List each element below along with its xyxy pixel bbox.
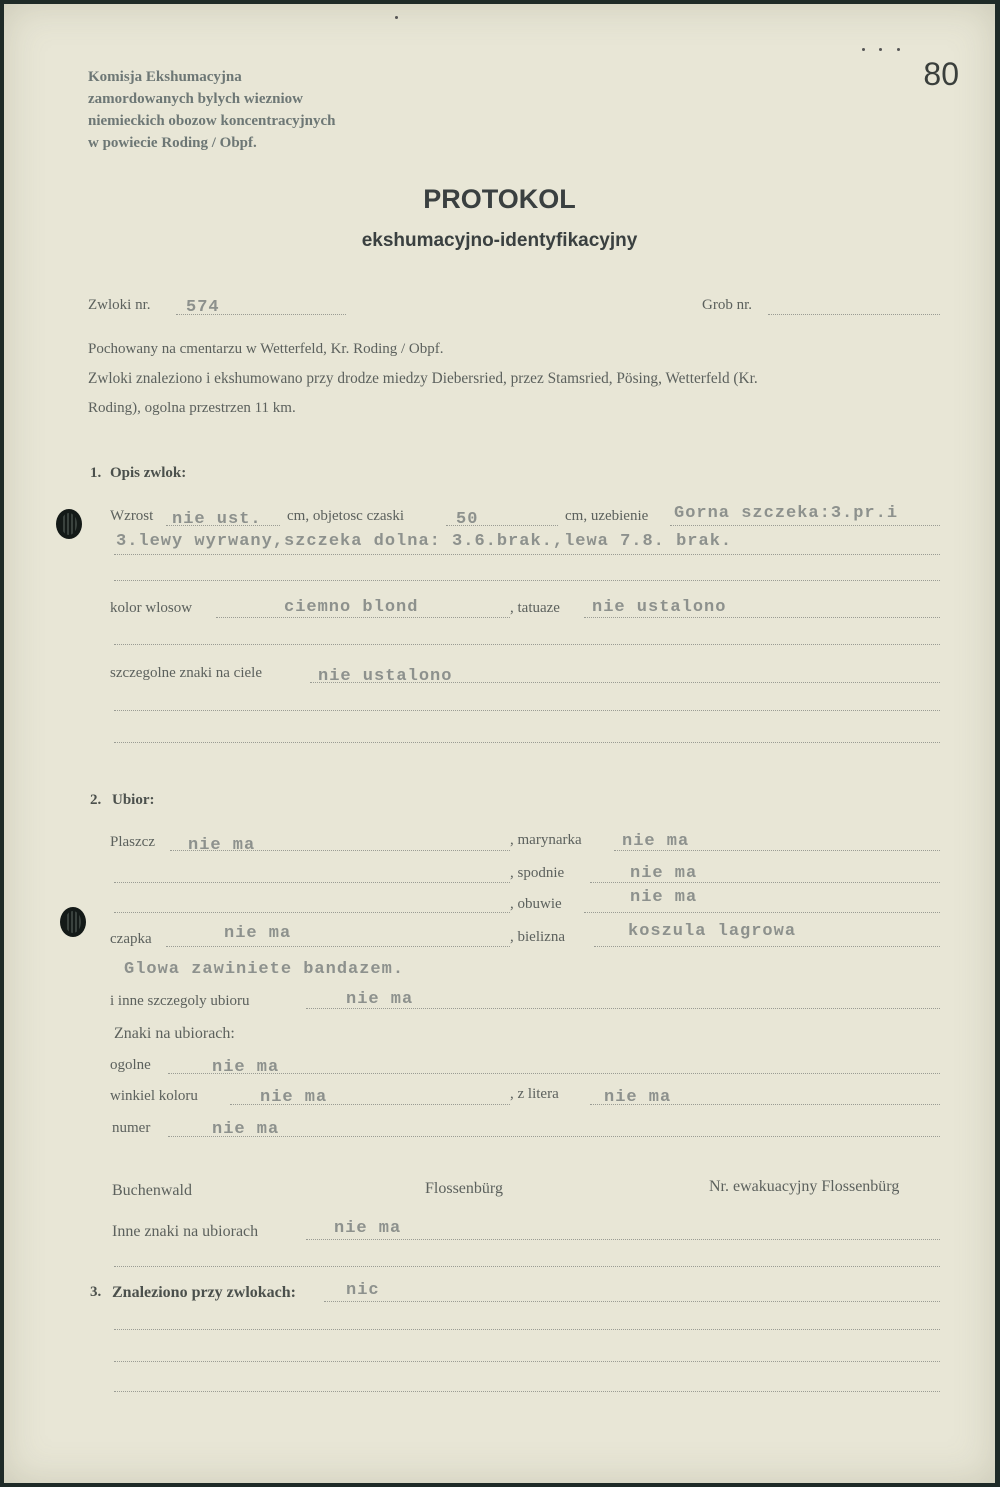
marynarka-value: nie ma (622, 832, 690, 851)
zwloki-value: 574 (186, 298, 220, 317)
znaki-na-ubiorach-label: Znaki na ubiorach: (114, 1025, 235, 1042)
numer-label: numer (112, 1120, 151, 1136)
header-line-2: zamordowanych bylych wiezniow (88, 91, 303, 107)
section-3-value: nic (346, 1281, 380, 1300)
spodnie-label: , spodnie (510, 865, 565, 881)
page-number: 80 (923, 56, 959, 92)
pochowany-text: Pochowany na cmentarzu w Wetterfeld, Kr. Roding / Obpf. (88, 341, 444, 357)
tatuaze-value: nie ustalono (592, 598, 727, 617)
grob-label: Grob nr. (702, 297, 752, 313)
uzebienie-label: cm, uzebienie (565, 508, 649, 524)
bielizna-label: , bielizna (510, 929, 565, 945)
obuwie-label: , obuwie (510, 896, 562, 912)
header-line-4: w powiecie Roding / Obpf. (88, 135, 257, 151)
plaszcz-label: Plaszcz (110, 834, 155, 850)
uzebienie-value-2: 3.lewy wyrwany,szczeka dolna: 3.6.brak.,lewa 7.8. brak. (116, 532, 733, 551)
winkiel-value: nie ma (260, 1088, 328, 1107)
wzrost-value: nie ust. (172, 510, 262, 529)
ogolne-value: nie ma (212, 1058, 280, 1077)
znaki-na-ciele-value: nie ustalono (318, 667, 453, 686)
spodnie-value: nie ma (630, 864, 698, 883)
z-litera-label: , z litera (510, 1086, 559, 1102)
uzebienie-value-1: Gorna szczeka:3.pr.i (674, 504, 899, 523)
inne-znaki-label: Inne znaki na ubiorach (112, 1223, 259, 1240)
bielizna-value: koszula lagrowa (628, 922, 797, 941)
section-2-number: 2. (90, 792, 102, 808)
obuwie-value: nie ma (630, 888, 698, 907)
winkiel-label: winkiel koloru (110, 1088, 198, 1104)
kolor-wlosow-value: ciemno blond (284, 598, 419, 617)
document-subtitle: ekshumacyjno-identyfikacyjny (361, 230, 638, 251)
znaleziono-text-1: Zwloki znaleziono i ekshumowano przy drodze miedzy Diebersried, przez Stamsried, Pösing, Wetterfeld (Kr. (88, 370, 758, 387)
ewakuacyjny-label: Nr. ewakuacyjny Flossenbürg (709, 1178, 900, 1195)
plaszcz-value: nie ma (188, 836, 256, 855)
tatuaze-label: , tatuaze (510, 600, 560, 616)
inne-szczegoly-value: nie ma (346, 990, 414, 1009)
inne-szczegoly-label: i inne szczegoly ubioru (110, 993, 250, 1009)
document-page (4, 4, 995, 1483)
cm-objetosc-label: cm, objetosc czaski (287, 508, 405, 524)
document-title: PROTOKOL (423, 184, 576, 214)
znaleziono-text-2: Roding), ogolna przestrzen 11 km. (88, 400, 296, 416)
ogolne-label: ogolne (110, 1057, 151, 1073)
marynarka-label: , marynarka (510, 832, 582, 848)
numer-value: nie ma (212, 1120, 280, 1139)
czapka-value: nie ma (224, 924, 292, 943)
punch-hole-2 (60, 907, 86, 937)
z-litera-value: nie ma (604, 1088, 672, 1107)
header-line-1: Komisja Ekshumacyjna (88, 69, 242, 85)
czaski-value: 50 (456, 510, 479, 529)
section-3-heading: Znaleziono przy zwlokach: (112, 1284, 296, 1301)
glowa-note: Glowa zawiniete bandazem. (124, 960, 405, 979)
zwloki-label: Zwloki nr. (88, 297, 151, 313)
buchenwald-label: Buchenwald (112, 1182, 192, 1199)
header-line-3: niemieckich obozow koncentracyjnych (88, 113, 336, 129)
section-3-number: 3. (90, 1284, 102, 1300)
inne-znaki-value: nie ma (334, 1219, 402, 1238)
kolor-wlosow-label: kolor wlosow (110, 600, 193, 616)
section-1-number: 1. (90, 465, 102, 481)
znaki-na-ciele-label: szczegolne znaki na ciele (110, 665, 262, 681)
punch-hole (56, 509, 82, 539)
wzrost-label: Wzrost (110, 508, 154, 524)
flossenburg-label: Flossenbürg (425, 1180, 503, 1197)
section-2-heading: Ubior: (112, 792, 155, 808)
section-1-heading: Opis zwlok: (110, 465, 187, 481)
czapka-label: czapka (110, 931, 152, 947)
